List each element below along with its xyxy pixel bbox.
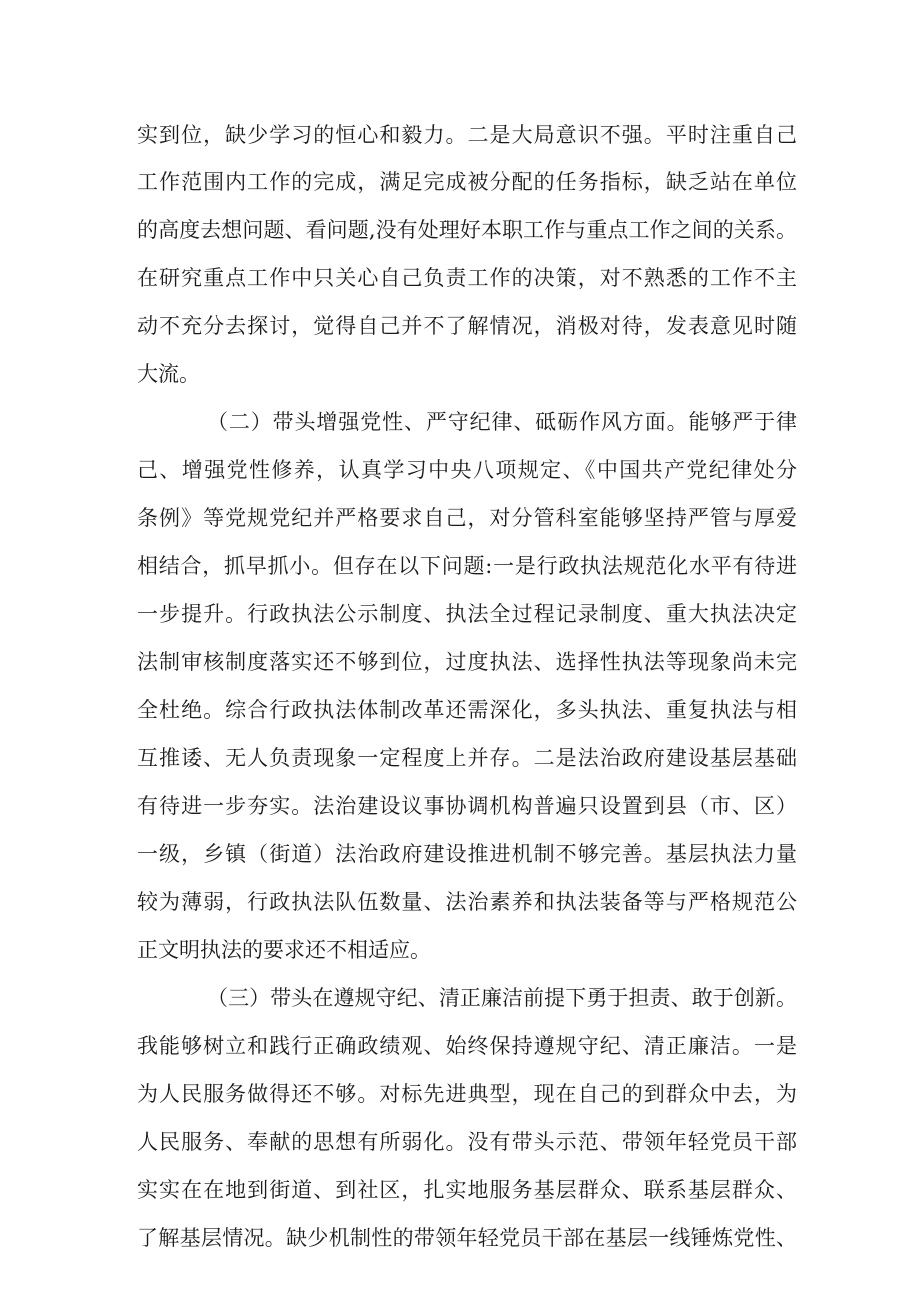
text-line: 相结合，抓早抓小。但存在以下问题:一是行政执法规范化水平有待进 [137,554,797,578]
text-line: （二）带头增强党性、严守纪律、砥砺作风方面。能够严于律 [207,410,797,434]
text-line: 一级，乡镇（街道）法治政府建设推进机制不够完善。基层执法力量 [137,842,797,866]
text-line: 为人民服务做得还不够。对标先进典型，现在自己的到群众中去，为 [137,1082,797,1106]
text-line: 在研究重点工作中只关心自己负责工作的决策，对不熟悉的工作不主 [137,266,797,290]
text-line: 法制审核制度落实还不够到位，过度执法、选择性执法等现象尚未完 [137,650,797,674]
text-line: 的高度去想问题、看问题,没有处理好本职工作与重点工作之间的关系。 [137,218,797,242]
text-line: 互推诿、无人负责现象一定程度上并存。二是法治政府建设基层基础 [137,746,797,770]
text-line: 工作范围内工作的完成，满足完成被分配的任务指标，缺乏站在单位 [137,170,797,194]
text-line: 较为薄弱，行政执法队伍数量、法治素养和执法装备等与严格规范公 [137,890,797,914]
text-line: 我能够树立和践行正确政绩观、始终保持遵规守纪、清正廉洁。一是 [137,1034,797,1058]
text-line: 动不充分去探讨，觉得自己并不了解情况，消极对待，发表意见时随 [137,314,797,338]
text-line: 全杜绝。综合行政执法体制改革还需深化，多头执法、重复执法与相 [137,698,797,722]
text-line: （三）带头在遵规守纪、清正廉洁前提下勇于担责、敢于创新。 [207,986,797,1010]
text-line: 实到位，缺少学习的恒心和毅力。二是大局意识不强。平时注重自己 [137,123,797,147]
text-line: 条例》等党规党纪并严格要求自己，对分管科室能够坚持严管与厚爱 [137,506,797,530]
text-line: 己、增强党性修养，认真学习中央八项规定、《中国共产党纪律处分 [137,458,797,482]
text-line: 人民服务、奉献的思想有所弱化。没有带头示范、带领年轻党员干部 [137,1130,797,1154]
text-line: 大流。 [137,362,200,386]
text-line: 实实在在地到街道、到社区，扎实地服务基层群众、联系基层群众、 [137,1178,797,1202]
text-line: 有待进一步夯实。法治建设议事协调机构普遍只设置到县（市、区） [137,794,797,818]
text-line: 正文明执法的要求还不相适应。 [137,938,431,962]
text-line: 了解基层情况。缺少机制性的带领年轻党员干部在基层一线锤炼党性、 [137,1226,797,1250]
text-line: 一步提升。行政执法公示制度、执法全过程记录制度、重大执法决定 [137,602,797,626]
